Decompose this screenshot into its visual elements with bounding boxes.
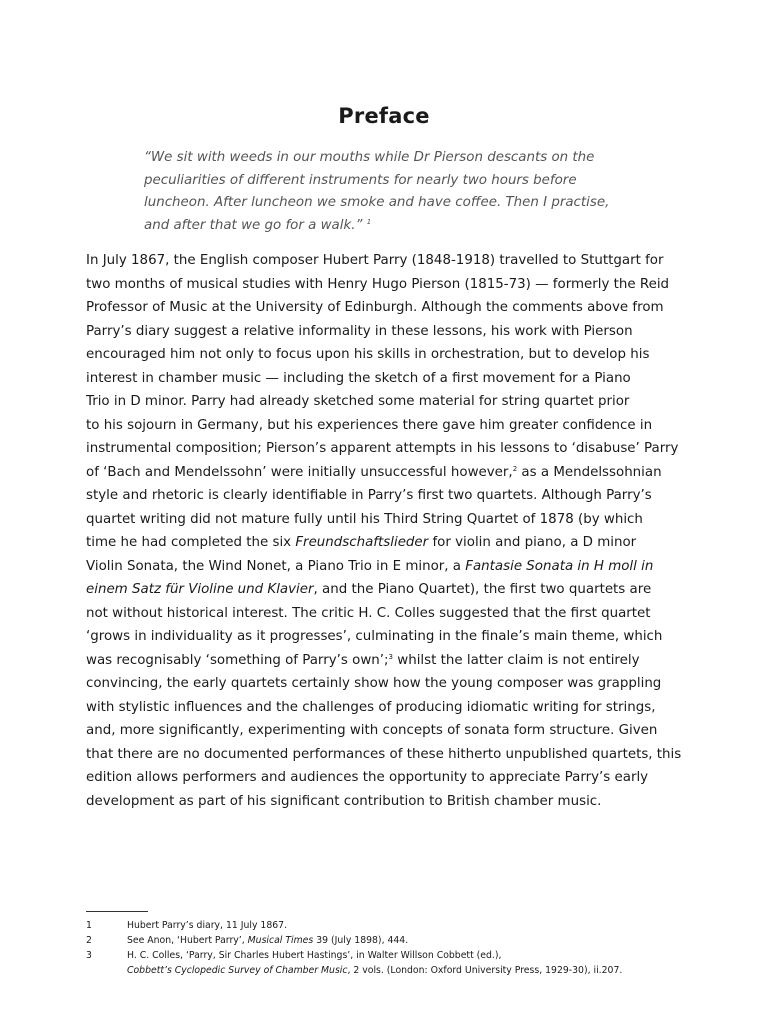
work-title: einem Satz für Violine und Klavier xyxy=(86,582,314,597)
footnote-text: Hubert Parry’s diary, 11 July 1867. xyxy=(127,920,288,931)
body-line: of ‘Bach and Mendelssohn’ were initially unsuccessful however,$^2$ as a Mendelssohnian xyxy=(86,464,662,480)
footnote-divider xyxy=(86,911,148,912)
body-line: ‘grows in individuality as it progresses’, culminating in the finale’s main theme, which xyxy=(86,629,663,644)
body-line: and, more significantly, experimenting with concepts of sonata form structure. Given xyxy=(86,723,658,738)
footnote-number: 2 xyxy=(86,935,92,946)
footnote-text: See Anon, ‘Hubert Parry’, Musical Times 39 (July 1898), 444. xyxy=(127,935,409,946)
body-line: Violin Sonata, the Wind Nonet, a Piano Trio in E minor, a Fantasie Sonata in H moll in xyxy=(86,558,654,574)
body-line: two months of musical studies with Henry Hugo Pierson (1815-73) — formerly the Reid xyxy=(86,276,670,292)
body-line: Professor of Music at the University of Edinburgh. Although the comments above from xyxy=(86,300,664,315)
footnote-ref-2[interactable]: 2 xyxy=(512,464,518,473)
body-line: not without historical interest. The critic H. C. Colles suggested that the first quartet xyxy=(86,605,651,621)
body-paragraph xyxy=(86,249,686,813)
body-line: was recognisably ‘something of Parry’s own’;$^3$ whilst the latter claim is not entirely xyxy=(86,652,640,668)
body-line: that there are no documented performances of these hitherto unpublished quartets, this xyxy=(86,746,682,762)
body-line: time he had completed the six Freundschaftslieder for violin and piano, a D minor xyxy=(86,535,637,550)
body-line: with stylistic influences and the challenges of producing idiomatic writing for strings, xyxy=(86,699,656,715)
quote-line: peculiarities of different instruments for nearly two hours before xyxy=(144,172,577,188)
work-title: Freundschaftslieder xyxy=(295,535,429,550)
page-title: Preface xyxy=(338,104,430,128)
footnote-number: 3 xyxy=(86,950,92,961)
work-title: Fantasie Sonata in H moll in xyxy=(465,558,654,574)
footnote-ref-3[interactable]: 3 xyxy=(388,652,393,661)
body-line: quartet writing did not mature fully until his Third String Quartet of 1878 (by which xyxy=(86,511,643,527)
quote-line: “We sit with weeds in our mouths while Dr Pierson descants on the xyxy=(144,150,595,165)
body-line: Parry’s diary suggest a relative informality in these lessons, his work with Pierson xyxy=(86,323,633,339)
body-line: Trio in D minor. Parry had already sketched some material for string quartet prior xyxy=(86,394,630,409)
body-line: to his sojourn in Germany, but his experiences there gave him greater confidence in xyxy=(86,417,653,433)
body-line: convincing, the early quartets certainly show how the young composer was grappling xyxy=(86,676,662,691)
footnote-text: Cobbett’s Cyclopedic Survey of Chamber Music, 2 vols. (London: Oxford University Press, 1929-30), ii.207. xyxy=(127,965,623,976)
body-line: interest in chamber music — including the sketch of a first movement for a Piano xyxy=(86,370,631,386)
body-line: In July 1867, the English composer Hubert Parry (1848-1918) travelled to Stuttgart for xyxy=(86,253,664,268)
body-line: encouraged him not only to focus upon his skills in orchestration, but to develop his xyxy=(86,347,650,362)
footnote-number: 1 xyxy=(86,920,92,931)
body-line: style and rhetoric is clearly identifiable in Parry’s first two quartets. Although Parry’s xyxy=(86,488,652,503)
body-line: einem Satz für Violine und Klavier, and the Piano Quartet), the first two quartets are xyxy=(86,582,652,597)
quote-line: luncheon. After luncheon we smoke and have coffee. Then I practise, xyxy=(144,195,610,210)
footnote-ref-1[interactable]: 1 xyxy=(366,217,372,226)
epigraph-quote xyxy=(144,147,664,237)
footnote-text: H. C. Colles, ‘Parry, Sir Charles Hubert Hastings’, in Walter Willson Cobbett (ed.), xyxy=(127,950,502,961)
body-line: instrumental composition; Pierson’s apparent attempts in his lessons to ‘disabuse’ Parry xyxy=(86,441,679,456)
quote-line: and after that we go for a walk.” $^1$ xyxy=(144,217,372,233)
body-line: edition allows performers and audiences the opportunity to appreciate Parry’s early xyxy=(86,770,649,785)
body-line: development as part of his significant contribution to British chamber music. xyxy=(86,793,602,809)
